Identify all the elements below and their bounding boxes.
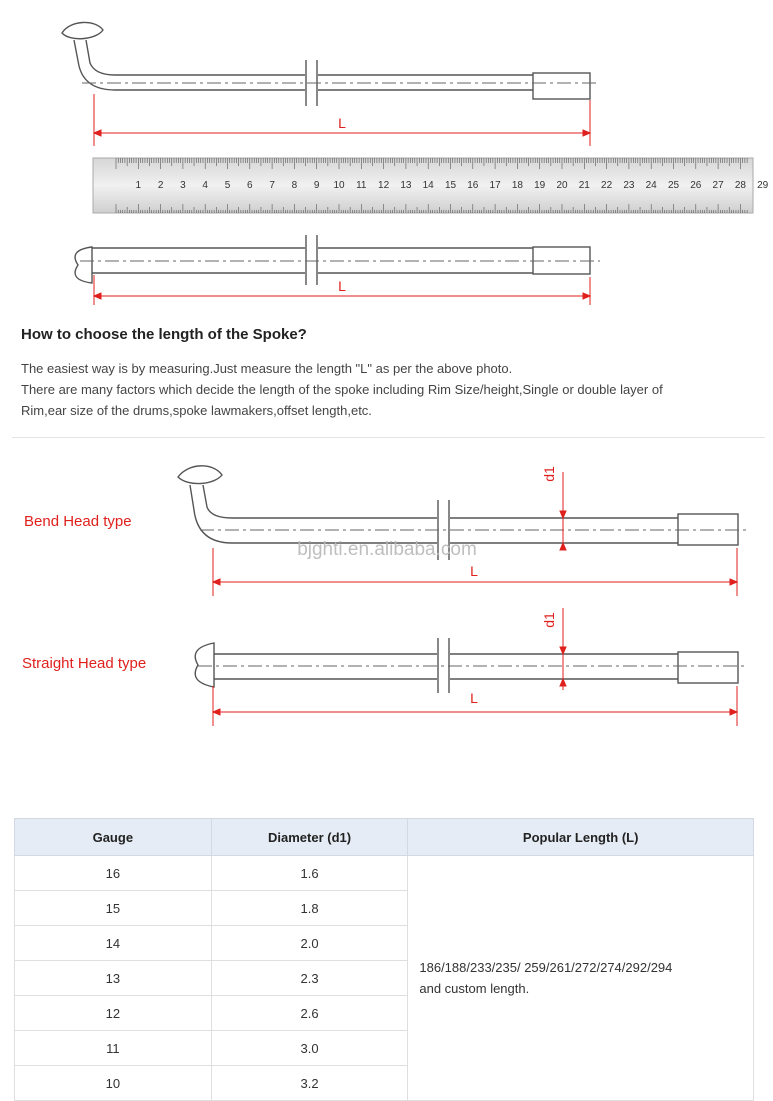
intro-line: The easiest way is by measuring.Just measure the length "L" as per the above photo. bbox=[21, 361, 513, 376]
divider bbox=[12, 437, 765, 438]
spoke-thread bbox=[678, 652, 738, 683]
ruler-number: 3 bbox=[180, 180, 186, 191]
diameter-cell: 2.0 bbox=[211, 926, 408, 961]
ruler-number: 23 bbox=[623, 180, 635, 191]
ruler-number: 15 bbox=[444, 180, 457, 191]
ruler-number: 22 bbox=[601, 180, 613, 191]
diameter-label: d1 bbox=[541, 466, 557, 482]
diameter-cell: 3.2 bbox=[211, 1066, 408, 1101]
gauge-cell: 10 bbox=[15, 1066, 212, 1101]
ruler-number: 25 bbox=[667, 180, 680, 191]
gauge-cell: 12 bbox=[15, 996, 212, 1031]
ruler-number: 2 bbox=[157, 180, 164, 191]
ruler-number: 4 bbox=[202, 180, 208, 191]
length-label: L bbox=[470, 563, 478, 579]
ruler-number: 17 bbox=[489, 180, 501, 191]
length-label: L bbox=[470, 690, 478, 706]
header-popular-length: Popular Length (L) bbox=[408, 819, 754, 856]
spoke-head bbox=[195, 643, 214, 687]
section-heading: How to choose the length of the Spoke? bbox=[21, 326, 307, 343]
length-label: L bbox=[338, 115, 346, 131]
spoke-thread bbox=[533, 73, 590, 99]
ruler-number: 10 bbox=[333, 180, 345, 191]
bend-spoke-diagram-top bbox=[0, 0, 773, 150]
ruler-number: 29 bbox=[757, 180, 769, 191]
table-header-row bbox=[15, 819, 754, 856]
ruler-number: 26 bbox=[690, 180, 702, 191]
table-row bbox=[15, 856, 754, 891]
diameter-cell: 3.0 bbox=[211, 1031, 408, 1066]
bend-head-type-label: Bend Head type bbox=[24, 513, 132, 530]
intro-line: Rim,ear size of the drums,spoke lawmakers,offset length,etc. bbox=[21, 403, 372, 418]
header-diameter: Diameter (d1) bbox=[211, 819, 408, 856]
diameter-cell: 1.8 bbox=[211, 891, 408, 926]
ruler-number: 19 bbox=[534, 180, 546, 191]
ruler-number: 9 bbox=[313, 180, 320, 191]
ruler bbox=[93, 158, 769, 213]
popular-length-cell bbox=[408, 856, 754, 1101]
gauge-cell: 16 bbox=[15, 856, 212, 891]
spoke-spec-table bbox=[14, 818, 754, 1101]
watermark: bjghti.en.alibaba.com bbox=[297, 539, 477, 560]
straight-spoke-diagram-top bbox=[0, 225, 773, 300]
ruler-number: 18 bbox=[511, 180, 523, 191]
ruler-number: 1 bbox=[135, 180, 142, 191]
header-gauge: Gauge bbox=[15, 819, 212, 856]
intro-paragraph bbox=[21, 358, 751, 421]
diameter-cell: 1.6 bbox=[211, 856, 408, 891]
length-label: L bbox=[338, 278, 346, 294]
ruler-number: 16 bbox=[467, 180, 479, 191]
gauge-cell: 15 bbox=[15, 891, 212, 926]
straight-head-type-label: Straight Head type bbox=[22, 655, 147, 672]
diameter-cell: 2.3 bbox=[211, 961, 408, 996]
ruler-number: 20 bbox=[556, 180, 568, 191]
ruler-number: 8 bbox=[291, 180, 298, 191]
popular-length-values: 186/188/233/235/ 259/261/272/274/292/294 bbox=[419, 960, 673, 975]
ruler-number: 13 bbox=[400, 180, 412, 191]
ruler-number: 5 bbox=[224, 180, 231, 191]
ruler-number: 14 bbox=[422, 180, 434, 191]
diameter-label: d1 bbox=[541, 612, 557, 628]
ruler-number: 6 bbox=[247, 180, 253, 191]
diameter-cell: 2.6 bbox=[211, 996, 408, 1031]
straight-head-drawing bbox=[0, 598, 773, 728]
ruler-number: 28 bbox=[734, 180, 746, 191]
gauge-cell: 13 bbox=[15, 961, 212, 996]
gauge-cell: 11 bbox=[15, 1031, 212, 1066]
spoke-head bbox=[75, 247, 92, 283]
ruler-number: 11 bbox=[356, 180, 367, 191]
gauge-cell: 14 bbox=[15, 926, 212, 961]
spoke-head bbox=[62, 22, 103, 38]
popular-length-note: and custom length. bbox=[419, 981, 530, 996]
ruler-number: 7 bbox=[269, 180, 275, 191]
bend-head-drawing bbox=[0, 450, 773, 600]
ruler-number: 12 bbox=[378, 180, 390, 191]
ruler-number: 21 bbox=[578, 180, 590, 191]
spoke-head bbox=[178, 466, 222, 484]
intro-line: There are many factors which decide the length of the spoke including Rim Size/height,Single or double layer of bbox=[21, 382, 663, 397]
ruler-number: 24 bbox=[645, 180, 657, 191]
ruler-number: 27 bbox=[712, 180, 724, 191]
